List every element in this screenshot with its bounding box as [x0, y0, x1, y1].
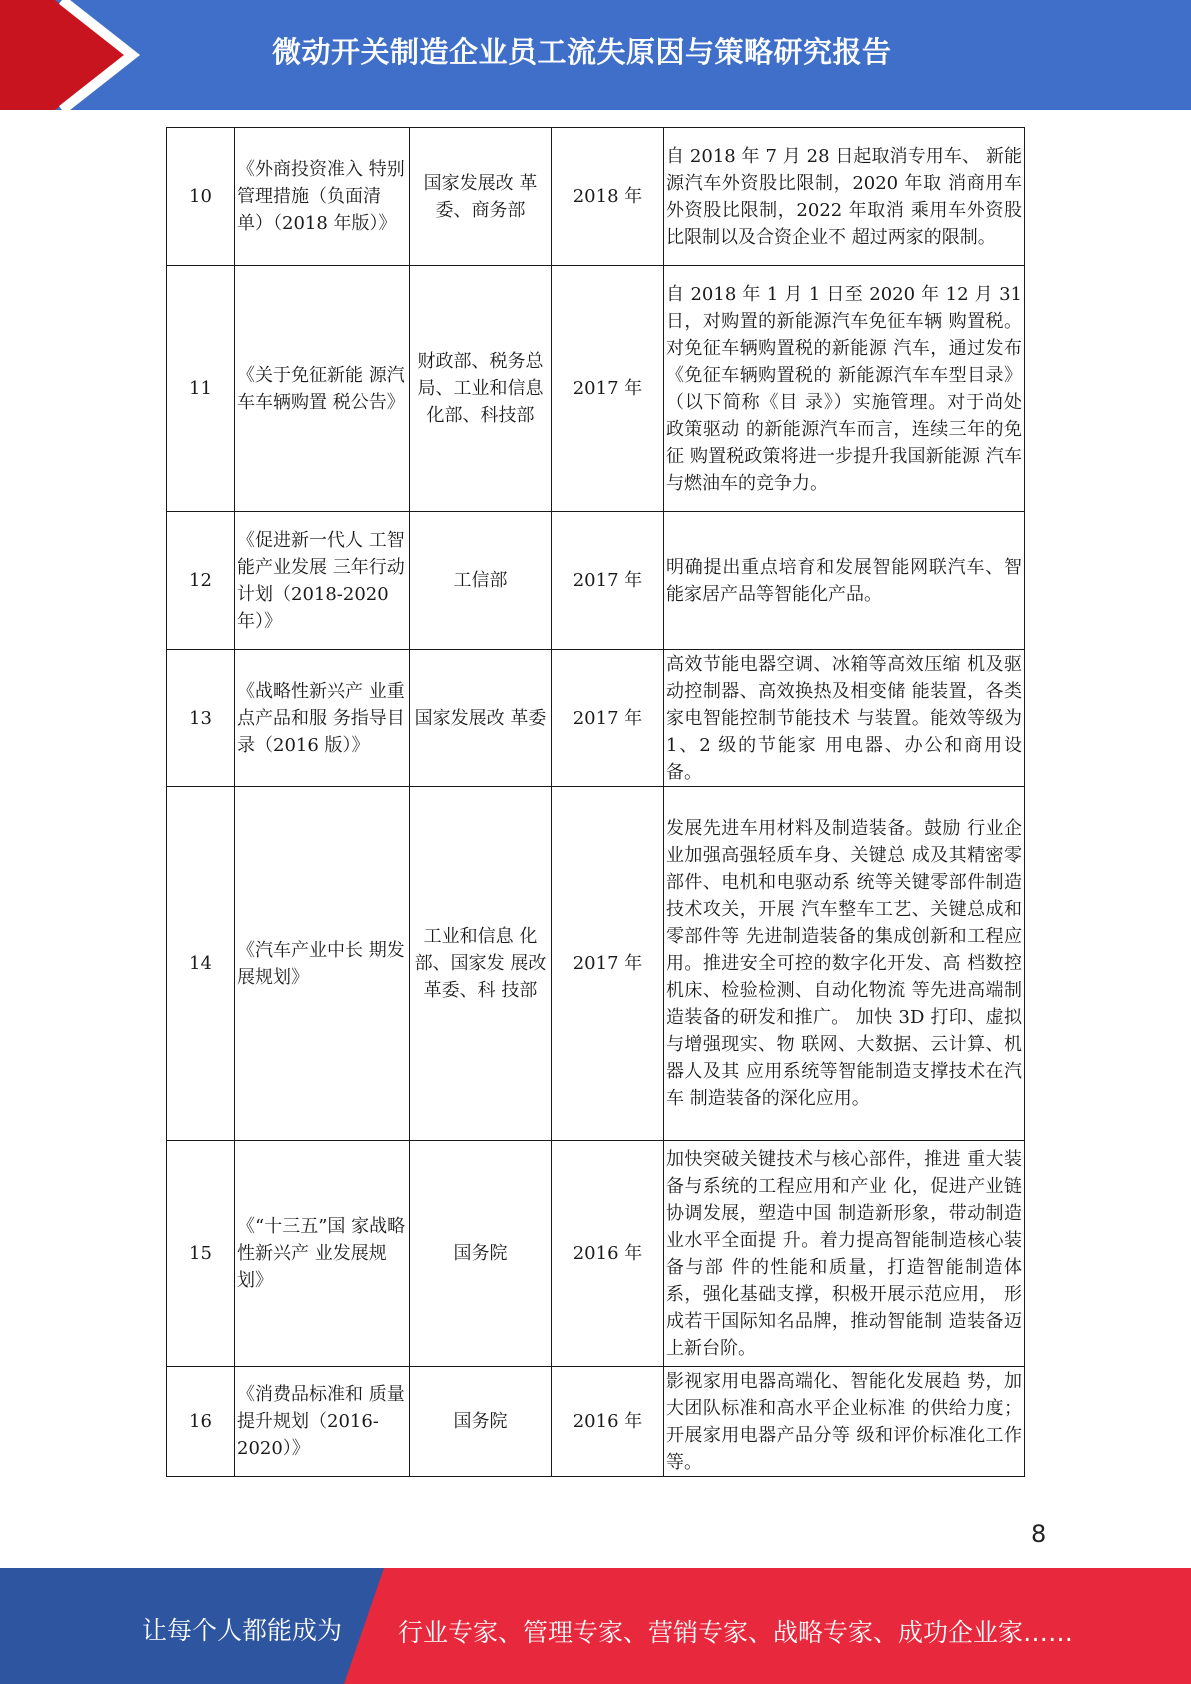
issuing-department: 国务院: [410, 1367, 552, 1477]
policy-name: 《消费品标准和 质量提升规划（2016-2020）》: [235, 1367, 410, 1477]
table-row: [167, 128, 1025, 266]
issuing-department: 国家发展改 革委、商务部: [410, 128, 552, 266]
issue-year: 2016 年: [552, 1141, 664, 1367]
policy-name: 《关于免征新能 源汽车车辆购置 税公告》: [235, 266, 410, 512]
page-number: 8: [1031, 1520, 1047, 1548]
issue-year: 2017 年: [552, 512, 664, 650]
issuing-department: 国家发展改 革委: [410, 650, 552, 787]
header-arrow-icon: [0, 0, 150, 110]
table-row: [167, 266, 1025, 512]
policy-content: 自 2018 年 7 月 28 日起取消专用车、 新能源汽车外资股比限制，2020 年取 消商用车外资股比限制，2022 年取消 乘用车外资股比限制以及合资企业不 超过两家的限制。: [664, 128, 1025, 266]
issuing-department: 财政部、税务总局、工业和信息化部、科技部: [410, 266, 552, 512]
policy-name: 《外商投资准入 特别管理措施（负面清单）（2018 年版）》: [235, 128, 410, 266]
table-row: [167, 1367, 1025, 1477]
policy-content: 明确提出重点培育和发展智能网联汽车、智能家居产品等智能化产品。: [664, 512, 1025, 650]
issue-year: 2017 年: [552, 787, 664, 1141]
policy-table: [166, 127, 1025, 1477]
header-band: [0, 0, 1191, 110]
table-row: [167, 512, 1025, 650]
issuing-department: 国务院: [410, 1141, 552, 1367]
policy-name: 《战略性新兴产 业重点产品和服 务指导目录（2016 版）》: [235, 650, 410, 787]
row-number: 10: [167, 128, 235, 266]
policy-content: 加快突破关键技术与核心部件，推进 重大装备与系统的工程应用和产业 化，促进产业链协调发展，塑造中国 制造新形象，带动制造业水平全面提 升。着力提高智能制造核心装备与部 件的性能和质量，打造智能制造体系，强化基础支撑，积极开展示范应用， 形成若干国际知名品牌，推动智能制 造装备迈上新台阶。: [664, 1141, 1025, 1367]
page-title: 微动开关制造企业员工流失原因与策略研究报告: [272, 35, 892, 69]
issuing-department: 工业和信息 化部、国家发 展改革委、科 技部: [410, 787, 552, 1141]
footer-slogan-right: 行业专家、管理专家、营销专家、战略专家、成功企业家……: [398, 1618, 1074, 1647]
row-number: 13: [167, 650, 235, 787]
policy-name: 《促进新一代人 工智能产业发展 三年行动计划（2018-2020 年）》: [235, 512, 410, 650]
policy-content: 影视家用电器高端化、智能化发展趋 势，加大团队标准和高水平企业标准 的供给力度；开展家用电器产品分等 级和评价标准化工作等。: [664, 1367, 1025, 1477]
issue-year: 2018 年: [552, 128, 664, 266]
issue-year: 2017 年: [552, 266, 664, 512]
row-number: 11: [167, 266, 235, 512]
row-number: 16: [167, 1367, 235, 1477]
table-row: [167, 787, 1025, 1141]
issuing-department: 工信部: [410, 512, 552, 650]
policy-name: 《“十三五”国 家战略性新兴产 业发展规划》: [235, 1141, 410, 1367]
policy-name: 《汽车产业中长 期发展规划》: [235, 787, 410, 1141]
row-number: 14: [167, 787, 235, 1141]
issue-year: 2016 年: [552, 1367, 664, 1477]
table-row: [167, 650, 1025, 787]
row-number: 15: [167, 1141, 235, 1367]
policy-content: 高效节能电器空调、冰箱等高效压缩 机及驱动控制器、高效换热及相变储 能装置，各类家电智能控制节能技术 与装置。能效等级为 1、2 级的节能家 用电器、办公和商用设备。: [664, 650, 1025, 787]
footer-slogan-left: 让每个人都能成为: [142, 1616, 343, 1645]
table-row: [167, 1141, 1025, 1367]
policy-content: 发展先进车用材料及制造装备。鼓励 行业企业加强高强轻质车身、关键总 成及其精密零部件、电机和电驱动系 统等关键零部件制造技术攻关，开展 汽车整车工艺、关键总成和零部件等 先进制造装备的集成创新和工程应 用。推进安全可控的数字化开发、高 档数控机床、检验检测、自动化物流 等先进高端制造装备的研发和推广。 加快 3D 打印、虚拟与增强现实、物 联网、大数据、云计算、机器人及其 应用系统等智能制造支撑技术在汽车 制造装备的深化应用。: [664, 787, 1025, 1141]
issue-year: 2017 年: [552, 650, 664, 787]
row-number: 12: [167, 512, 235, 650]
policy-content: 自 2018 年 1 月 1 日至 2020 年 12 月 31 日，对购置的新能源汽车免征车辆 购置税。对免征车辆购置税的新能源 汽车，通过发布《免征车辆购置税的 新能源汽车车型目录》（以下简称《目 录》）实施管理。对于尚处政策驱动 的新能源汽车而言，连续三年的免征 购置税政策将进一步提升我国新能源 汽车与燃油车的竞争力。: [664, 266, 1025, 512]
